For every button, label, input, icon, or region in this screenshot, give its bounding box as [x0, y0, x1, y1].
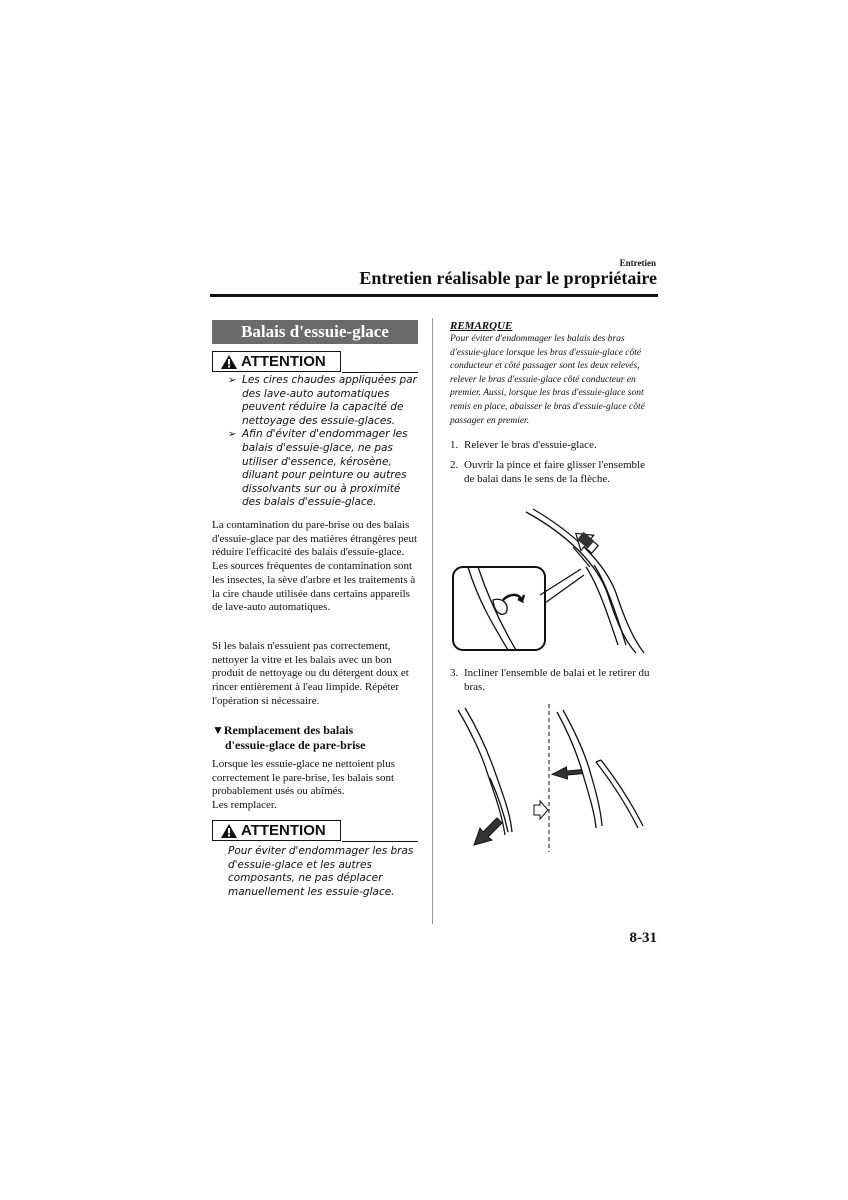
rotate-arrow-icon [503, 595, 524, 601]
step-2: 2. Ouvrir la pince et faire glisser l'ensemble de balai dans le sens de la flèche. [450, 459, 645, 485]
list-item: ➢ Afin d'éviter d'endommager les balais d'essuie-glace, ne pas utiliser d'essence, kérosène, diluant pour peinture ou autres dissolvants sur ou à proximité des balais d'essuie-glace. [228, 428, 408, 509]
triangle-bullet-icon: ▼ [212, 723, 224, 737]
attention-text: ATTENTION [241, 353, 326, 370]
attention-rule [342, 841, 418, 842]
attention-label-1 [212, 351, 341, 372]
remove-arrow-icon [474, 818, 502, 845]
next-step-arrow-icon [534, 801, 548, 819]
attention-text: ATTENTION [241, 822, 326, 839]
warning-icon [221, 824, 237, 838]
section-label: Entretien [619, 258, 656, 268]
slide-arrow-icon [569, 526, 601, 557]
tilt-arrow-icon [552, 766, 583, 781]
attention-text-2: Pour éviter d'endommager les bras d'essuie-glace et les autres composants, ne pas déplacer manuellement les essuie-glace. [228, 845, 414, 898]
list-item: ➢ Les cires chaudes appliquées par des lave-auto automatiques peuvent réduire la capacité de nettoyage des essuie-glaces. [228, 374, 417, 427]
attention-list [228, 374, 418, 510]
subheading: ▼Remplacement des balais d'essuie-glace de pare-brise [212, 723, 366, 752]
arrow-bullet-icon: ➢ [228, 429, 237, 441]
paragraph-replace: Lorsque les essuie-glace ne nettoient plus correctement le pare-brise, les balais sont probablement usés ou abîmés. Les remplacer. [212, 758, 395, 812]
attention-rule [342, 372, 418, 373]
wiper-blade-remove-figure [450, 700, 658, 860]
column-divider [432, 318, 433, 924]
section-banner: Balais d'essuie-glace [212, 320, 418, 344]
arrow-bullet-icon: ➢ [228, 375, 237, 386]
step-1: 1. Relever le bras d'essuie-glace. [450, 439, 597, 451]
chapter-title: Entretien réalisable par le propriétaire [359, 268, 657, 288]
paragraph-cleaning: Si les balais n'essuient pas correctement, nettoyer la vitre et les balais avec un bon produit de nettoyage ou du détergent doux et rincer entièrement à l'eau limpide. Répéter l'opération si nécessaire. [212, 640, 409, 707]
header-rule [210, 294, 658, 297]
step-3: 3. Incliner l'ensemble de balai et le retirer du bras. [450, 667, 650, 693]
attention-label-2 [212, 820, 341, 841]
wiper-blade-slide-figure [448, 505, 658, 655]
page-number: 8-31 [629, 930, 657, 946]
warning-icon [221, 355, 237, 369]
remarque-text: Pour éviter d'endommager les balais des bras d'essuie-glace lorsque les bras d'essuie-glace côté conducteur et côté passager sont les deux relevés, relever le bras d'essuie-glace côté conducteur en premier. Aussi, lorsque les bras d'essuie-glace sont remis en place, abaisser le bras d'essuie-glace côté passager en premier. [450, 334, 645, 426]
paragraph-contamination: La contamination du pare-brise ou des balais d'essuie-glace par des matières étrangères peut réduire l'efficacité des balais d'essuie-glace. Les sources fréquentes de contamination sont les insectes, la sève d'arbre et les traitements à la cire chaude utilisée dans certains appareils de lave-auto automatiques. [212, 519, 418, 614]
remarque-title: REMARQUE [450, 320, 513, 332]
